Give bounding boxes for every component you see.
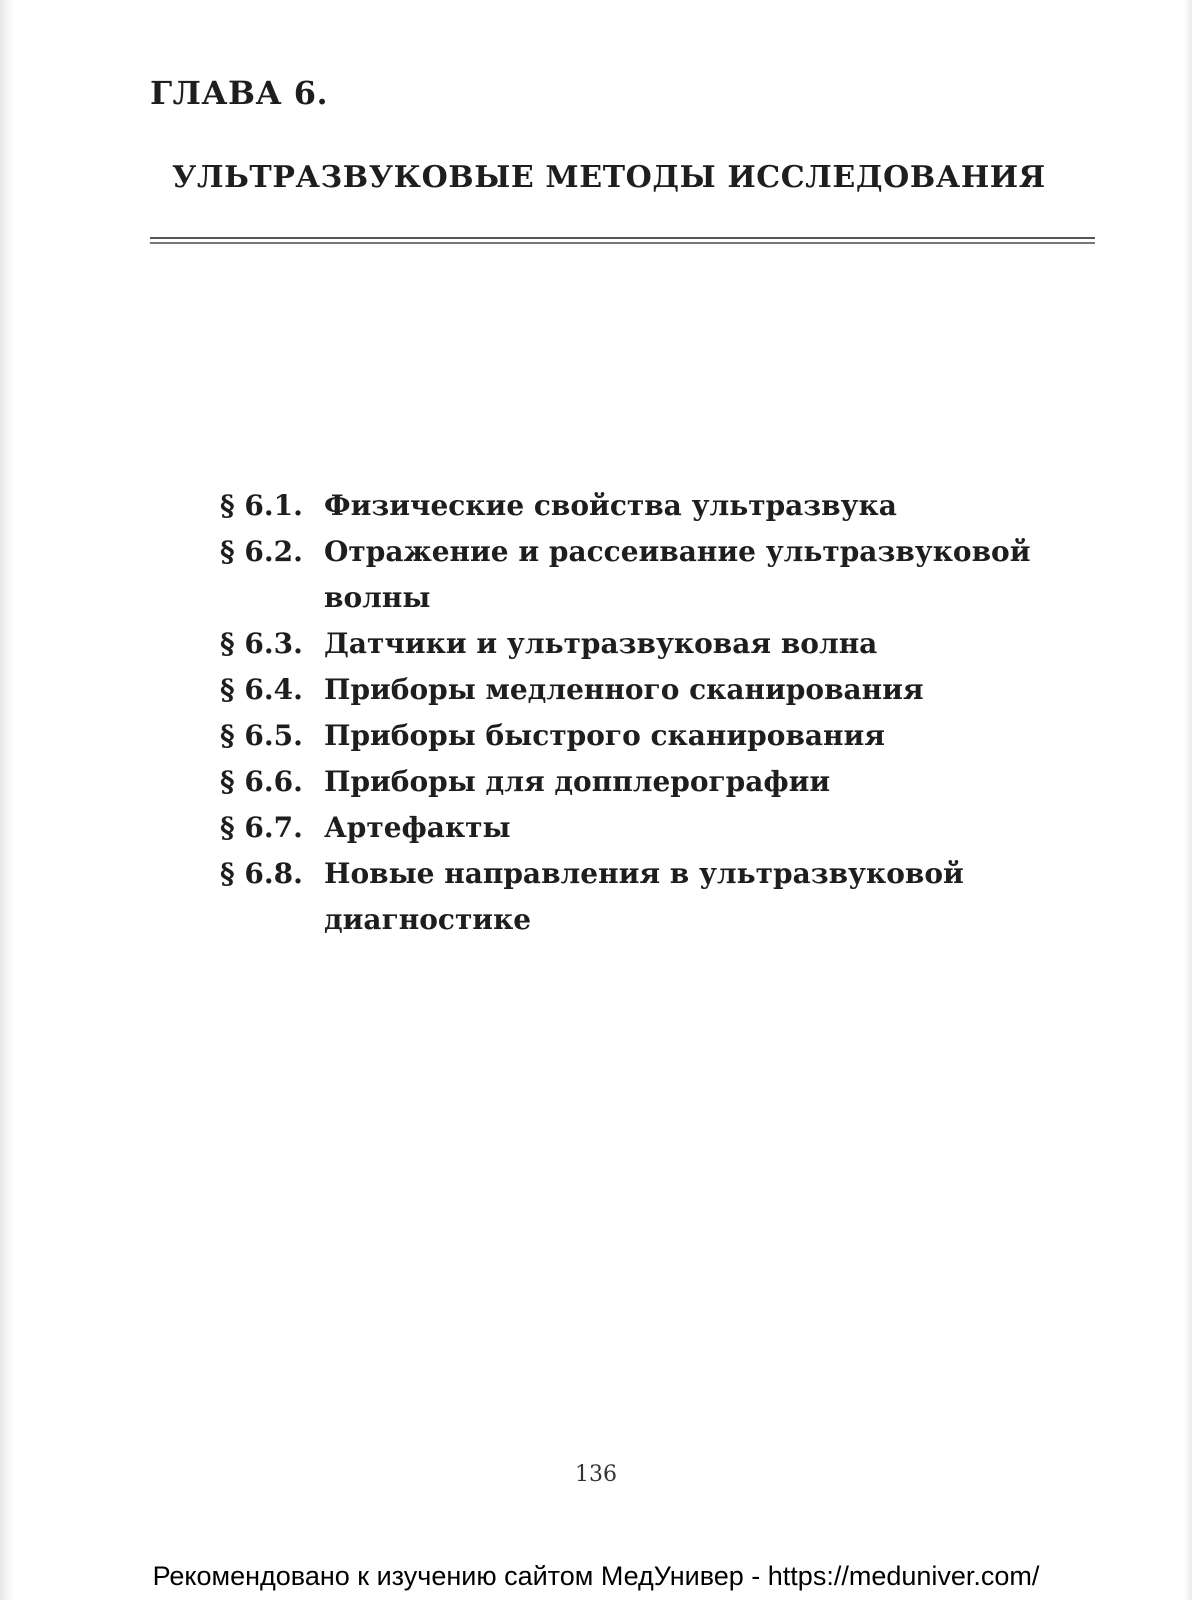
toc-item-title: Датчики и ультразвуковая волна [324,627,878,660]
toc-item-6-1 [220,483,1080,529]
toc-item-number: § 6.3. [220,627,303,660]
toc-item-title: Артефакты [324,811,511,844]
toc-item-number: § 6.2. [220,535,303,568]
title-divider-line-bottom [150,242,1095,244]
toc-item-6-2 [220,529,1080,621]
chapter-title: УЛЬТРАЗВУКОВЫЕ МЕТОДЫ ИССЛЕДОВАНИЯ [172,160,1046,195]
toc-item-title: Приборы для допплерографии [324,765,831,798]
scan-edge-right [1184,0,1192,1600]
toc-item-title: Отражение и рассеивание ультразвуковой волны [324,535,1031,614]
toc-item-6-7 [220,805,1080,851]
toc-item-title: Приборы быстрого сканирования [324,719,885,752]
title-divider [150,237,1095,246]
toc-item-title: Новые направления в ультразвуковой диагностике [324,857,964,936]
toc-item-6-4 [220,667,1080,713]
toc-item-number: § 6.6. [220,765,303,798]
toc-item-title: Физические свойства ультразвука [324,489,897,522]
toc-item-number: § 6.4. [220,673,303,706]
toc-item-number: § 6.7. [220,811,303,844]
page-number: 136 [575,1462,617,1487]
toc-item-title: Приборы медленного сканирования [324,673,924,706]
scan-edge-left [0,0,14,1600]
toc-item-number: § 6.5. [220,719,303,752]
chapter-label: ГЛАВА 6. [150,74,329,112]
toc-item-number: § 6.8. [220,857,303,890]
toc-item-6-3 [220,621,1080,667]
table-of-contents [220,483,1080,943]
footer-watermark: Рекомендовано к изучению сайтом МедУнивер - https://meduniver.com/ [152,1561,1040,1591]
title-divider-line-top [150,237,1095,239]
toc-item-6-6 [220,759,1080,805]
toc-item-number: § 6.1. [220,489,303,522]
toc-item-6-8 [220,851,1080,943]
toc-item-6-5 [220,713,1080,759]
